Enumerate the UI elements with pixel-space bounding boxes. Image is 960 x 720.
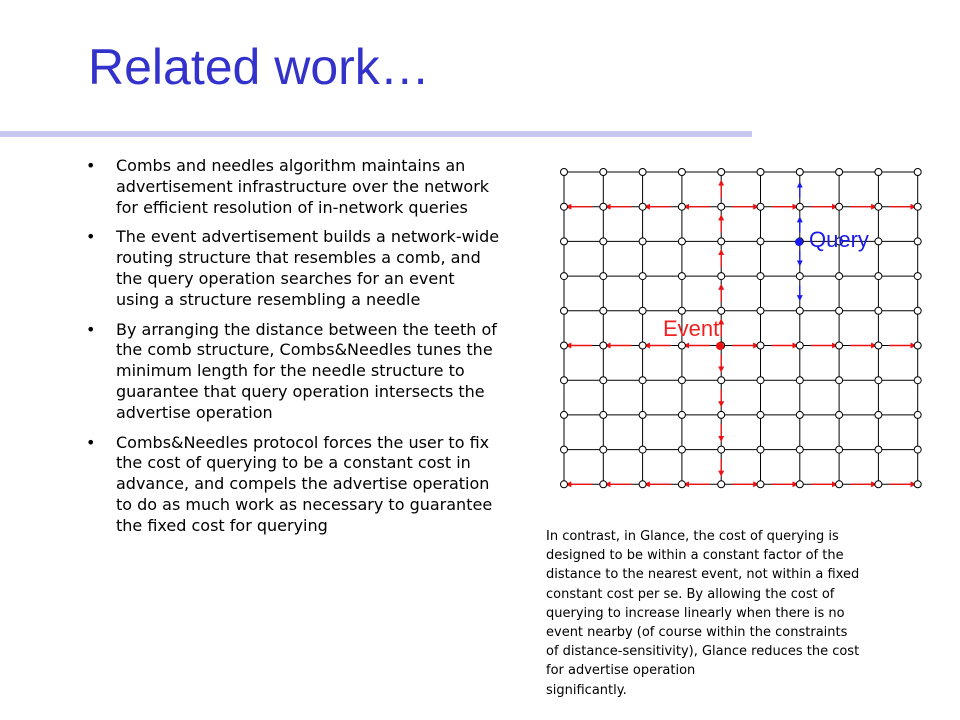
grid-node xyxy=(678,411,685,418)
note-line: querying to increase linearly when there is no xyxy=(546,605,845,621)
grid-node xyxy=(718,273,725,280)
query-label: Query xyxy=(809,227,869,252)
note-line: of distance-sensitivity), Glance reduces the cost xyxy=(546,644,860,660)
grid-node xyxy=(914,377,921,384)
grid-node xyxy=(914,273,921,280)
grid-node xyxy=(914,411,921,418)
grid-node xyxy=(757,203,764,210)
bullet-dot: • xyxy=(86,156,96,175)
event-node xyxy=(716,342,724,350)
combs-needles-diagram xyxy=(545,160,945,500)
grid-node xyxy=(639,411,646,418)
bullet-text: The event advertisement builds a network-wide routing structure that resembles a comb, and the query operation searches for an event using a structure resembling a needle xyxy=(116,227,500,309)
note-line: constant cost per se. By allowing the cost of xyxy=(546,586,835,602)
grid-node xyxy=(836,342,843,349)
grid-node xyxy=(836,169,843,176)
glance-note xyxy=(546,527,942,700)
grid-node xyxy=(875,446,882,453)
grid-node xyxy=(718,307,725,314)
grid-node xyxy=(561,203,568,210)
grid-node xyxy=(757,481,764,488)
grid-node xyxy=(600,169,607,176)
grid-node xyxy=(678,273,685,280)
grid-node xyxy=(757,307,764,314)
grid-node xyxy=(639,273,646,280)
grid-node xyxy=(639,446,646,453)
grid-node xyxy=(639,169,646,176)
grid-node xyxy=(718,481,725,488)
grid-node xyxy=(914,238,921,245)
grid-node xyxy=(600,446,607,453)
bullet-dot: • xyxy=(86,227,96,247)
grid-node xyxy=(639,203,646,210)
grid-node xyxy=(639,342,646,349)
note-line: significantly. xyxy=(546,682,627,698)
grid-node xyxy=(875,411,882,418)
grid-node xyxy=(639,481,646,488)
grid-node xyxy=(678,481,685,488)
grid-node xyxy=(678,446,685,453)
grid-node xyxy=(875,203,882,210)
grid-node xyxy=(678,238,685,245)
query-node xyxy=(795,238,803,246)
grid-node xyxy=(561,307,568,314)
grid-node xyxy=(600,238,607,245)
note-line: distance to the nearest event, not within a fixed xyxy=(546,567,860,583)
grid-node xyxy=(875,481,882,488)
note-line: designed to be within a constant factor of the xyxy=(546,548,844,564)
grid-node xyxy=(639,238,646,245)
grid-node xyxy=(875,238,882,245)
grid-node xyxy=(914,307,921,314)
bullet-item xyxy=(82,227,502,310)
grid-node xyxy=(718,169,725,176)
grid-node xyxy=(836,307,843,314)
note-line: event nearby (of course within the constraints xyxy=(546,625,848,641)
grid-node xyxy=(914,446,921,453)
grid-node xyxy=(914,169,921,176)
grid-node xyxy=(796,273,803,280)
grid-node xyxy=(678,169,685,176)
grid-node xyxy=(796,307,803,314)
grid-node xyxy=(600,203,607,210)
grid-node xyxy=(757,238,764,245)
grid-node xyxy=(836,446,843,453)
bullet-item xyxy=(82,433,502,537)
grid-node xyxy=(561,273,568,280)
grid-nodes xyxy=(561,169,922,488)
grid-node xyxy=(639,377,646,384)
grid-node xyxy=(836,203,843,210)
grid-node xyxy=(875,342,882,349)
note-line: for advertise operation xyxy=(546,663,696,679)
grid-node xyxy=(796,342,803,349)
grid-node xyxy=(757,342,764,349)
grid-node xyxy=(600,481,607,488)
bullet-item xyxy=(82,320,502,424)
title-underline xyxy=(0,131,752,137)
grid-node xyxy=(639,307,646,314)
grid-lines xyxy=(564,172,918,484)
grid-node xyxy=(678,377,685,384)
grid-node xyxy=(718,377,725,384)
grid-node xyxy=(561,169,568,176)
note-line: In contrast, in Glance, the cost of querying is xyxy=(546,529,839,544)
grid-node xyxy=(600,307,607,314)
grid-node xyxy=(600,342,607,349)
grid-node xyxy=(875,169,882,176)
grid-node xyxy=(914,342,921,349)
bullet-item xyxy=(82,156,502,218)
grid-node xyxy=(718,238,725,245)
event-label: Event xyxy=(663,316,720,341)
grid-node xyxy=(757,411,764,418)
grid-node xyxy=(875,273,882,280)
grid-node xyxy=(796,169,803,176)
grid-node xyxy=(718,203,725,210)
grid-node xyxy=(561,238,568,245)
grid-node xyxy=(561,481,568,488)
grid-node xyxy=(757,446,764,453)
grid-node xyxy=(796,481,803,488)
grid-node xyxy=(875,307,882,314)
bullet-text: By arranging the distance between the teeth of the comb structure, Combs&Needles tunes the minimum length for the needle structure to guarantee that query operation intersects the advertise operation xyxy=(116,319,497,422)
slide-title: Related work… xyxy=(88,39,430,95)
grid-node xyxy=(836,411,843,418)
grid-node xyxy=(561,446,568,453)
grid-node xyxy=(796,377,803,384)
grid-node xyxy=(678,342,685,349)
grid-node xyxy=(718,446,725,453)
grid-node xyxy=(757,377,764,384)
grid-node xyxy=(600,377,607,384)
grid-node xyxy=(757,169,764,176)
grid-node xyxy=(561,377,568,384)
grid-node xyxy=(796,411,803,418)
grid-node xyxy=(914,203,921,210)
bullet-text: Combs and needles algorithm maintains an advertisement infrastructure over the network for efficient resolution of in-network queries xyxy=(116,156,490,217)
grid-node xyxy=(796,203,803,210)
grid-node xyxy=(561,411,568,418)
grid-node xyxy=(561,342,568,349)
grid-node xyxy=(836,481,843,488)
grid-node xyxy=(678,203,685,210)
grid-node xyxy=(836,377,843,384)
bullet-dot: • xyxy=(86,319,96,339)
grid-node xyxy=(600,273,607,280)
grid-node xyxy=(836,273,843,280)
grid-node xyxy=(678,307,685,314)
grid-node xyxy=(914,481,921,488)
grid-node xyxy=(796,446,803,453)
bullet-text: Combs&Needles protocol forces the user to fix the cost of querying to be a constant cost in advance, and compels the advertise operation to do as much work as necessary to guarantee the fixed cost for querying xyxy=(116,432,493,535)
grid-node xyxy=(757,273,764,280)
grid-node xyxy=(600,411,607,418)
grid-node xyxy=(718,411,725,418)
grid-node xyxy=(875,377,882,384)
bullet-dot: • xyxy=(86,432,96,452)
bullet-list xyxy=(82,156,502,546)
